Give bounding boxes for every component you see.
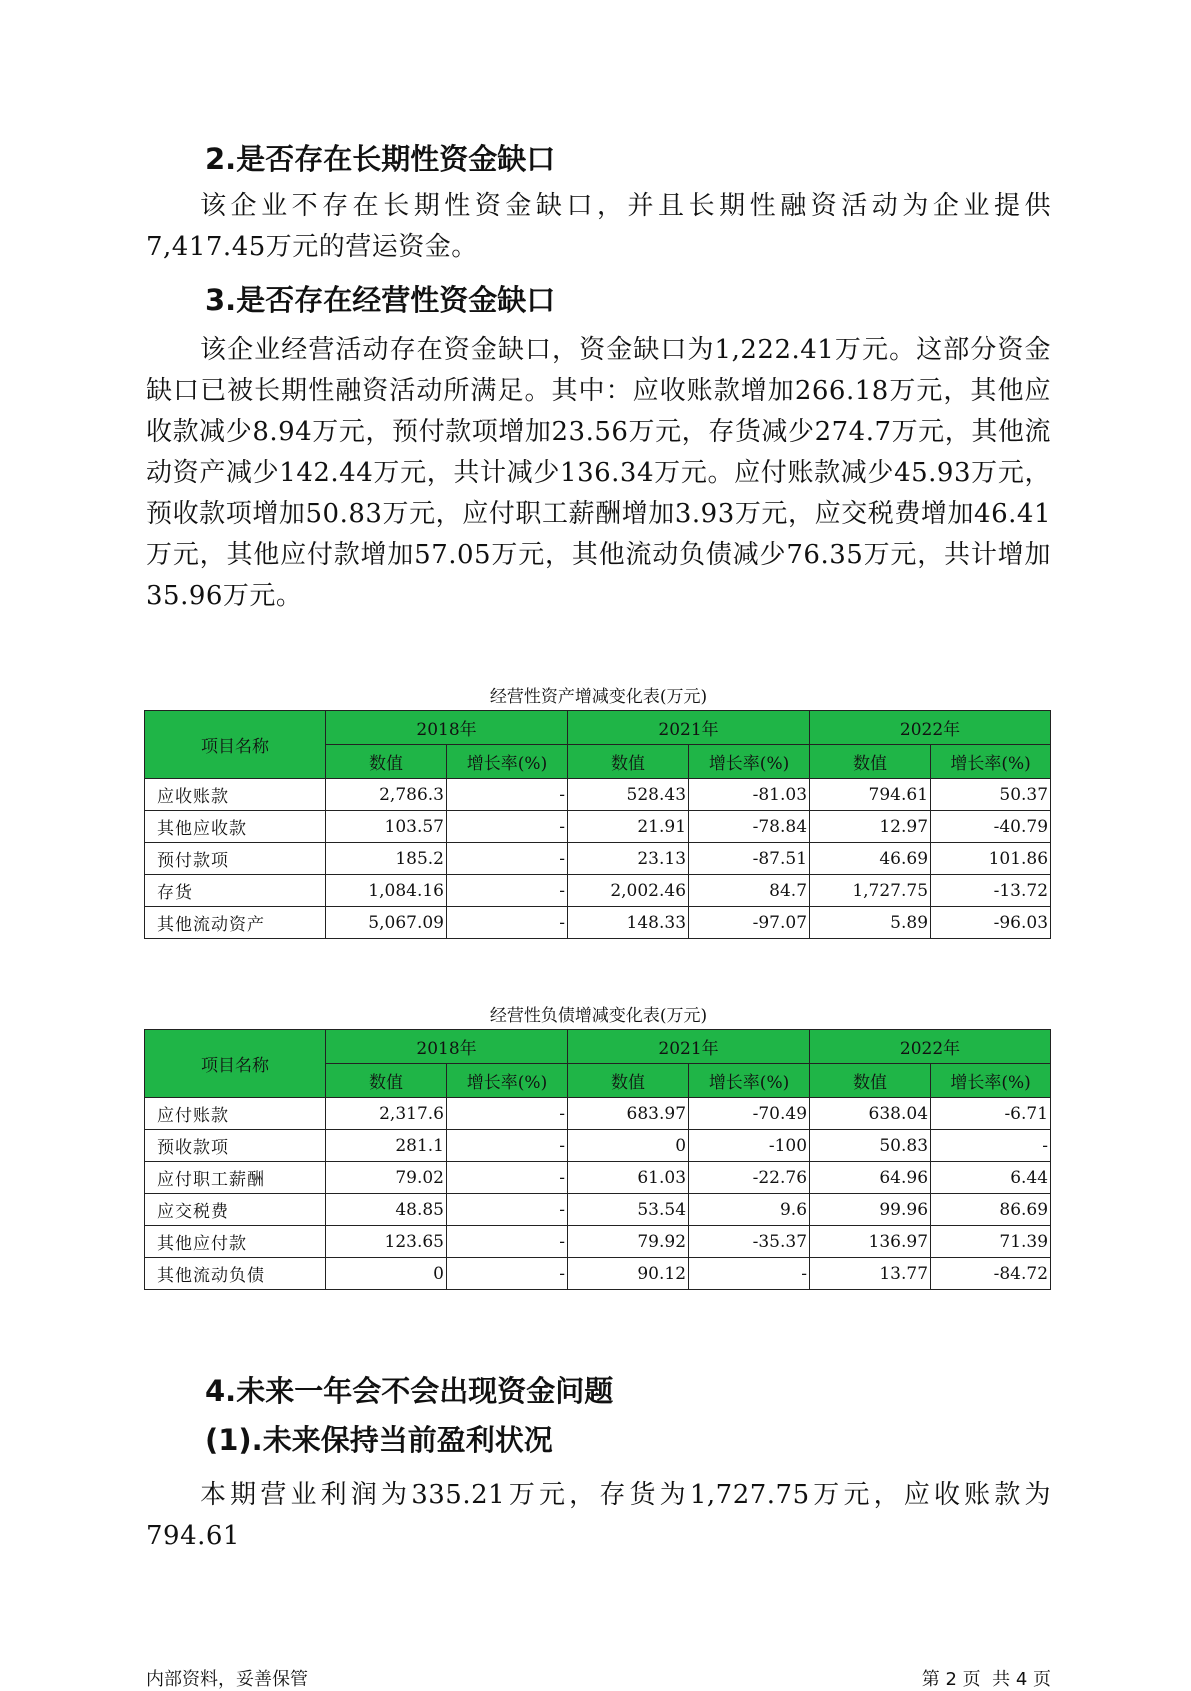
growth-rate-cell: 86.69 [931,1194,1051,1226]
operating-liabilities-table [144,1029,1051,1290]
table-1-caption: 经营性资产增减变化表(万元) [489,687,708,707]
value-cell: 64.96 [810,1162,931,1194]
row-item-name: 应收账款 [145,779,326,811]
value-cell: 5,067.09 [326,907,447,939]
row-item-name: 应交税费 [145,1194,326,1226]
value-cell: 136.97 [810,1226,931,1258]
operating-assets-table [144,710,1051,939]
value-cell: 683.97 [568,1098,689,1130]
growth-rate-cell: - [447,1226,568,1258]
growth-rate-cell: 9.6 [689,1194,810,1226]
growth-rate-cell: -84.72 [931,1258,1051,1290]
header-growth-rate: 增长率(%) [447,1064,568,1098]
growth-rate-cell: -13.72 [931,875,1051,907]
value-cell: 5.89 [810,907,931,939]
growth-rate-cell: 71.39 [931,1226,1051,1258]
growth-rate-cell: -70.49 [689,1098,810,1130]
value-cell: 53.54 [568,1194,689,1226]
header-value: 数值 [326,745,447,779]
value-cell: 2,317.6 [326,1098,447,1130]
value-cell: 21.91 [568,811,689,843]
growth-rate-cell: 6.44 [931,1162,1051,1194]
growth-rate-cell: -40.79 [931,811,1051,843]
header-year: 2018年 [326,1030,568,1064]
value-cell: 61.03 [568,1162,689,1194]
header-growth-rate: 增长率(%) [689,745,810,779]
value-cell: 99.96 [810,1194,931,1226]
value-cell: 794.61 [810,779,931,811]
section-2-heading: 2.是否存在长期性资金缺口 [205,142,556,176]
row-item-name: 其他流动资产 [145,907,326,939]
growth-rate-cell: -22.76 [689,1162,810,1194]
table-row [145,907,1051,939]
footer-page-number: 第 2 页 共 4 页 [921,1669,1051,1690]
value-cell: 50.83 [810,1130,931,1162]
growth-rate-cell: -6.71 [931,1098,1051,1130]
value-cell: 281.1 [326,1130,447,1162]
value-cell: 2,786.3 [326,779,447,811]
growth-rate-cell: - [447,1162,568,1194]
table-row [145,1162,1051,1194]
growth-rate-cell: 101.86 [931,843,1051,875]
growth-rate-cell: - [447,1130,568,1162]
value-cell: 528.43 [568,779,689,811]
header-growth-rate: 增长率(%) [447,745,568,779]
row-item-name: 预付款项 [145,843,326,875]
header-value: 数值 [568,745,689,779]
value-cell: 123.65 [326,1226,447,1258]
section-4-subheading: (1).未来保持当前盈利状况 [205,1423,553,1457]
table-row [145,875,1051,907]
value-cell: 90.12 [568,1258,689,1290]
value-cell: 638.04 [810,1098,931,1130]
header-growth-rate: 增长率(%) [689,1064,810,1098]
footer-confidential-note: 内部资料，妥善保管 [146,1669,308,1690]
value-cell: 79.02 [326,1162,447,1194]
table-row [145,1258,1051,1290]
header-item-name: 项目名称 [145,711,326,779]
value-cell: 148.33 [568,907,689,939]
value-cell: 103.57 [326,811,447,843]
growth-rate-cell: -96.03 [931,907,1051,939]
growth-rate-cell: - [447,875,568,907]
value-cell: 0 [568,1130,689,1162]
value-cell: 1,084.16 [326,875,447,907]
growth-rate-cell: -100 [689,1130,810,1162]
growth-rate-cell: 50.37 [931,779,1051,811]
growth-rate-cell: - [447,779,568,811]
header-growth-rate: 增长率(%) [931,745,1051,779]
growth-rate-cell: 84.7 [689,875,810,907]
row-item-name: 其他流动负债 [145,1258,326,1290]
table-row [145,1194,1051,1226]
header-year: 2018年 [326,711,568,745]
header-growth-rate: 增长率(%) [931,1064,1051,1098]
growth-rate-cell: -97.07 [689,907,810,939]
growth-rate-cell: - [447,1258,568,1290]
value-cell: 185.2 [326,843,447,875]
growth-rate-cell: - [447,1098,568,1130]
row-item-name: 存货 [145,875,326,907]
header-year: 2021年 [568,711,810,745]
value-cell: 13.77 [810,1258,931,1290]
value-cell: 46.69 [810,843,931,875]
section-2-body: 该企业不存在长期性资金缺口，并且长期性融资活动为企业提供7,417.45万元的营运资金。 [146,191,1051,262]
table-row [145,779,1051,811]
table-row [145,1098,1051,1130]
growth-rate-cell: - [447,811,568,843]
row-item-name: 应付职工薪酬 [145,1162,326,1194]
value-cell: 48.85 [326,1194,447,1226]
value-cell: 79.92 [568,1226,689,1258]
section-3-heading: 3.是否存在经营性资金缺口 [205,283,556,317]
value-cell: 23.13 [568,843,689,875]
table-row [145,811,1051,843]
header-year: 2022年 [810,711,1051,745]
header-value: 数值 [810,745,931,779]
growth-rate-cell: - [447,907,568,939]
section-4-body: 本期营业利润为335.21万元，存货为1,727.75万元，应收账款为794.61 [146,1480,1051,1551]
value-cell: 12.97 [810,811,931,843]
growth-rate-cell: -87.51 [689,843,810,875]
header-year: 2022年 [810,1030,1051,1064]
growth-rate-cell: -35.37 [689,1226,810,1258]
value-cell: 1,727.75 [810,875,931,907]
table-row [145,1130,1051,1162]
value-cell: 2,002.46 [568,875,689,907]
value-cell: 0 [326,1258,447,1290]
growth-rate-cell: -81.03 [689,779,810,811]
row-item-name: 预收款项 [145,1130,326,1162]
growth-rate-cell: - [447,1194,568,1226]
header-value: 数值 [810,1064,931,1098]
growth-rate-cell: - [447,843,568,875]
growth-rate-cell: - [931,1130,1051,1162]
growth-rate-cell: - [689,1258,810,1290]
header-item-name: 项目名称 [145,1030,326,1098]
growth-rate-cell: -78.84 [689,811,810,843]
header-year: 2021年 [568,1030,810,1064]
row-item-name: 应付账款 [145,1098,326,1130]
table-row [145,843,1051,875]
header-value: 数值 [326,1064,447,1098]
header-value: 数值 [568,1064,689,1098]
row-item-name: 其他应付款 [145,1226,326,1258]
row-item-name: 其他应收款 [145,811,326,843]
table-row [145,1226,1051,1258]
table-2-caption: 经营性负债增减变化表(万元) [489,1006,708,1026]
section-3-body: 该企业经营活动存在资金缺口，资金缺口为1,222.41万元。这部分资金缺口已被长期性融资活动所满足。其中：应收账款增加266.18万元，其他应收款减少8.94万元，预付款项增加23.56万元，存货减少274.7万元，其他流动资产减少142.44万元，共计减少136.34万元。应付账款减少45.93万元，预收款项增加50.83万元，应付职工薪酬增加3.93万元，应交税费增加46.41万元，其他应付款增加57.05万元，其他流动负债减少76.35万元，共计增加35.96万元。 [146,335,1051,611]
section-4-heading: 4.未来一年会不会出现资金问题 [205,1374,614,1408]
